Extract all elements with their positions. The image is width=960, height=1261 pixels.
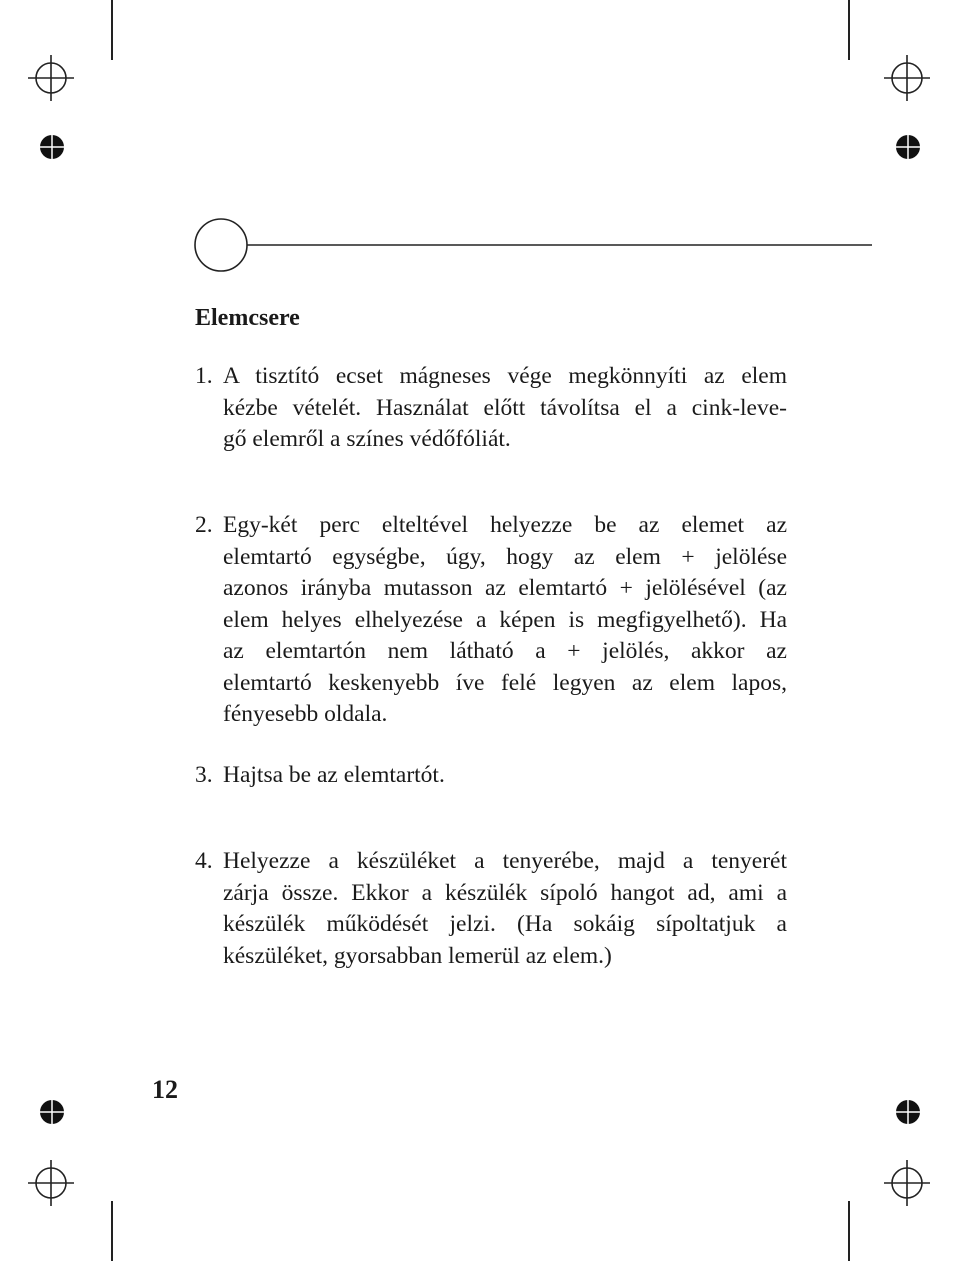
list-item [195,361,787,456]
list-item-number: 3. [195,762,213,788]
registration-target-icon [37,1097,67,1127]
text-line: készüléket, gyorsabban lemerül az elem.) [223,942,612,969]
registration-target-icon [893,132,923,162]
list-item [195,510,787,731]
list-item-number: 1. [195,363,213,389]
registration-crosshair-icon [28,55,74,101]
text-line: A tisztító ecset mágneses vége megkönnyíti az elem [223,363,787,389]
section-heading: Elemcsere [195,305,300,331]
text-line: Egy-két perc elteltével helyezze be az elemet az [223,512,787,538]
trim-mark-top-right [848,0,850,60]
text-line: elemtartó egységbe, úgy, hogy az elem + jelölése [223,543,787,570]
trim-mark-bottom-left [111,1201,113,1261]
text-line: elemtartó keskenyebb íve felé legyen az elem lapos, [223,669,787,696]
text-line: kézbe vételét. Használat előtt távolítsa el a cink-leve- [223,394,787,421]
text-line: azonos irányba mutasson az elemtartó + jelölésével (az [223,575,787,601]
text-line: készülék működését jelzi. (Ha sokáig sípoltatjuk a [223,911,787,937]
list-item [195,760,787,792]
list-item-number: 2. [195,512,213,538]
text-line: elem helyes elhelyezése a képen is megfigyelhető). Ha [223,606,787,633]
text-line: az elemtartón nem látható a + jelölés, akkor az [223,638,787,664]
section-circle-rule [190,214,875,276]
registration-crosshair-icon [884,55,930,101]
text-line: zárja össze. Ekkor a készülék sípoló hangot ad, ami a [223,879,787,906]
page-number: 12 [152,1075,178,1104]
list-item-number: 4. [195,848,213,874]
trim-mark-bottom-right [848,1201,850,1261]
registration-crosshair-icon [28,1160,74,1206]
text-line: Helyezze a készüléket a tenyerébe, majd a tenyerét [223,848,787,874]
registration-target-icon [37,132,67,162]
text-line: Hajtsa be az elemtartót. [223,762,445,788]
text-line: gő elemről a színes védőfóliát. [223,426,511,452]
registration-crosshair-icon [884,1160,930,1206]
text-line: fényesebb oldala. [223,701,388,727]
registration-target-icon [893,1097,923,1127]
trim-mark-top-left [111,0,113,60]
list-item [195,846,787,972]
